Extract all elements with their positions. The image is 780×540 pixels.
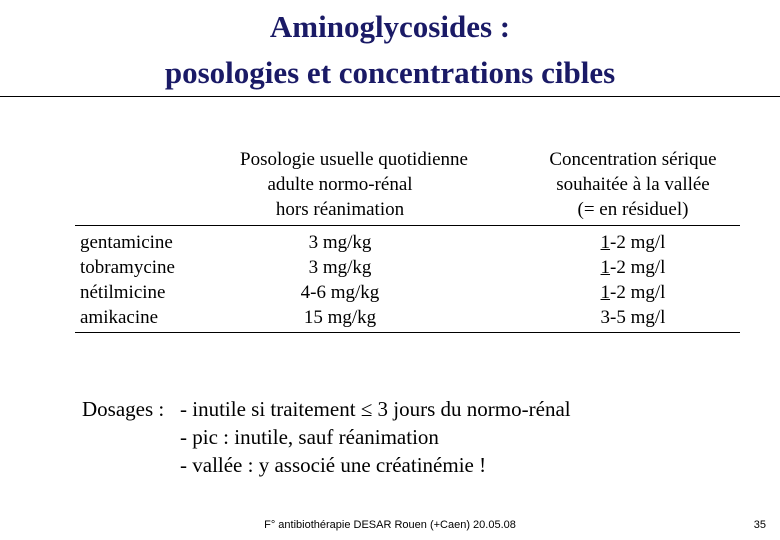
drug-dose: 3 mg/kg bbox=[308, 232, 372, 253]
conc-header-line-2: souhaitée à la vallée bbox=[556, 174, 710, 195]
table-header-rule bbox=[75, 225, 740, 226]
drug-dose: 4-6 mg/kg bbox=[300, 282, 380, 303]
drug-concentration bbox=[533, 305, 733, 330]
dosage-item: - inutile si traitement ≤ 3 jours du normo-rénal bbox=[180, 397, 571, 421]
title-line-1: Aminoglycosides : bbox=[269, 9, 511, 44]
drug-dose: 3 mg/kg bbox=[308, 257, 372, 278]
table-bottom-rule bbox=[75, 332, 740, 333]
conc-upper-bound: -5 mg/l bbox=[610, 307, 666, 328]
conc-upper-bound: -2 mg/l bbox=[610, 282, 666, 303]
drug-concentration bbox=[533, 230, 733, 255]
title-line-2: posologies et concentrations cibles bbox=[164, 55, 616, 90]
drug-concentration bbox=[533, 255, 733, 280]
dose-header-line-2: adulte normo-rénal bbox=[267, 174, 413, 195]
footer-text: F° antibiothérapie DESAR Rouen (+Caen) 20.05.08 bbox=[264, 519, 516, 531]
drug-dose: 15 mg/kg bbox=[303, 307, 377, 328]
conc-lower-bound: 3 bbox=[600, 307, 611, 328]
conc-lower-bound: 1 bbox=[600, 257, 611, 278]
conc-upper-bound: -2 mg/l bbox=[610, 257, 666, 278]
drug-name: nétilmicine bbox=[80, 282, 166, 303]
dosage-label: Dosages : bbox=[82, 397, 165, 421]
dose-header-line-3: hors réanimation bbox=[275, 199, 405, 220]
dosage-item: - pic : inutile, sauf réanimation bbox=[180, 425, 439, 449]
title-divider bbox=[0, 96, 780, 97]
drug-name: amikacine bbox=[80, 307, 159, 328]
dosage-item: - vallée : y associé une créatinémie ! bbox=[180, 453, 487, 477]
conc-header-line-1: Concentration sérique bbox=[549, 149, 717, 170]
conc-lower-bound: 1 bbox=[600, 282, 611, 303]
conc-lower-bound: 1 bbox=[600, 232, 611, 253]
dose-header-line-1: Posologie usuelle quotidienne bbox=[240, 149, 468, 170]
conc-upper-bound: -2 mg/l bbox=[610, 232, 666, 253]
drug-name: tobramycine bbox=[80, 257, 175, 278]
drug-concentration bbox=[533, 280, 733, 305]
conc-header-line-3: (= en résiduel) bbox=[577, 199, 689, 220]
page-number: 35 bbox=[753, 519, 766, 531]
drug-name: gentamicine bbox=[80, 232, 173, 253]
